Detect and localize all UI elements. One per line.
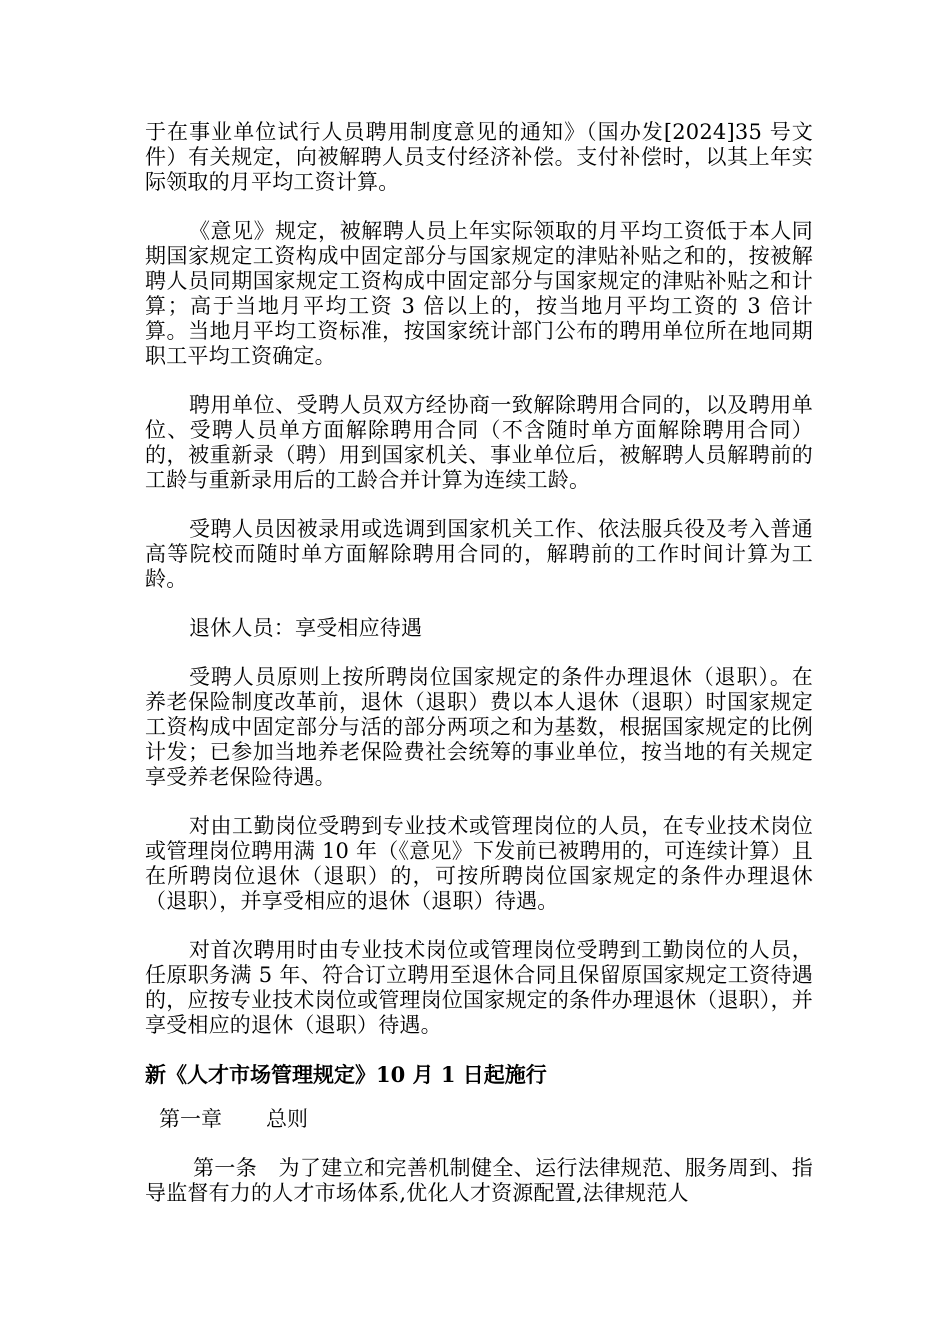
paragraph-compensation-notice: 于在事业单位试行人员聘用制度意见的通知》（国办发[2024]35 号文件）有关规定，向被解聘人员支付经济补偿。支付补偿时，以其上年实际领取的月平均工资计算。 — [145, 120, 813, 194]
paragraph-continuous-service: 聘用单位、受聘人员双方经协商一致解除聘用合同的，以及聘用单位、受聘人员单方面解除聘用合同（不含随时单方面解除聘用合同）的，被重新录（聘）用到国家机关、事业单位后，被解聘人员解聘前的工龄与重新录用后的工龄合并计算为连续工龄。 — [145, 393, 813, 492]
paragraph-technical-to-worker: 对首次聘用时由专业技术岗位或管理岗位受聘到工勤岗位的人员，任原职务满 5 年、符合订立聘用至退休合同且保留原国家规定工资待遇的，应按专业技术岗位或管理岗位国家规定的条件办理退休（退职），并享受相应的退休（退职）待遇。 — [145, 938, 813, 1037]
chapter-name: 总则 — [266, 1107, 308, 1131]
chapter-number: 第一章 — [159, 1107, 222, 1131]
paragraph-service-time: 受聘人员因被录用或选调到国家机关工作、依法服兵役及考入普通高等院校而随时单方面解除聘用合同的，解聘前的工作时间计算为工龄。 — [145, 517, 813, 591]
paragraph-opinion-rules: 《意见》规定，被解聘人员上年实际领取的月平均工资低于本人同期国家规定工资构成中固定部分与国家规定的津贴补贴之和的，按被解聘人员同期国家规定工资构成中固定部分与国家规定的津贴补贴之和计算；高于当地月平均工资 3 倍以上的，按当地月平均工资的 3 倍计算。当地月平均工资标准，按国家统计部门公布的聘用单位所在地同期职工平均工资确定。 — [145, 219, 813, 368]
paragraph-retirement-conditions: 受聘人员原则上按所聘岗位国家规定的条件办理退休（退职）。在养老保险制度改革前，退休（退职）费以本人退休（退职）时国家规定工资构成中固定部分与活的部分两项之和为基数，根据国家规定的比例计发；已参加当地养老保险费社会统筹的事业单位，按当地的有关规定享受养老保险待遇。 — [145, 665, 813, 789]
paragraph-worker-to-technical: 对由工勤岗位受聘到专业技术或管理岗位的人员，在专业技术岗位或管理岗位聘用满 10 年（《意见》下发前已被聘用的，可连续计算）且在所聘岗位退休（退职）的，可按所聘岗位国家规定的条件办理退休（退职），并享受相应的退休（退职）待遇。 — [145, 814, 813, 913]
section-heading: 新《人才市场管理规定》10 月 1 日起施行 — [145, 1062, 547, 1087]
article-one: 第一条 为了建立和完善机制健全、运行法律规范、服务周到、指导监督有力的人才市场体系,优化人才资源配置,法律规范人 — [145, 1156, 813, 1205]
document-body — [145, 120, 813, 1230]
paragraph-retirees-subtitle: 退休人员：享受相应待遇 — [189, 616, 423, 640]
chapter-title — [159, 1107, 813, 1132]
